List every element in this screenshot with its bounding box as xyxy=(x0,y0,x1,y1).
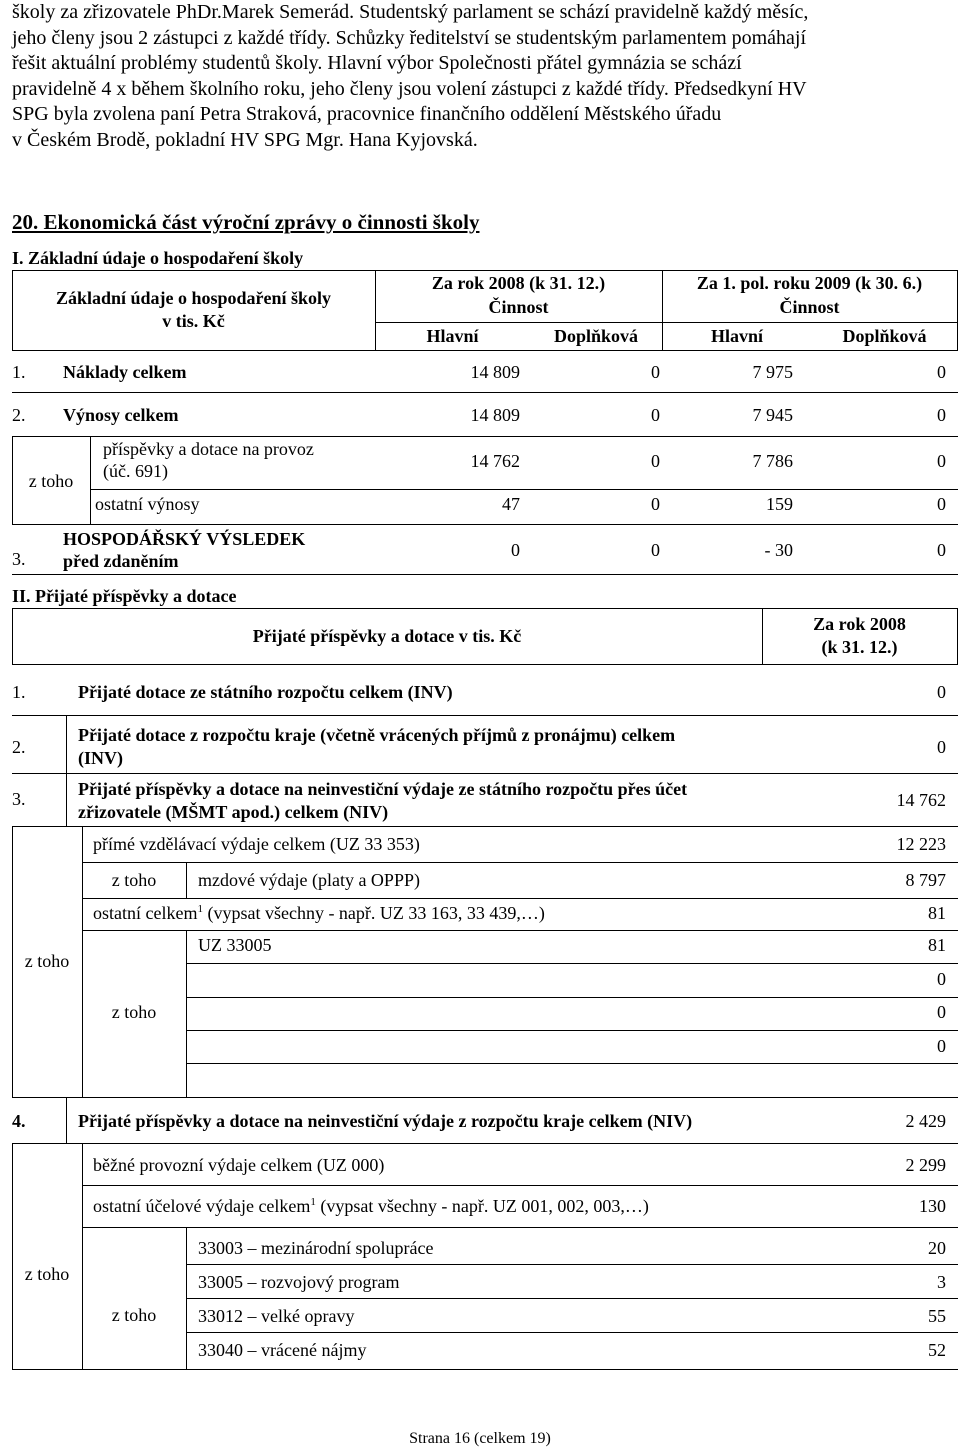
r4-item-value: 55 xyxy=(928,1306,946,1326)
cinnost-2008: Činnost xyxy=(488,297,549,317)
r4-inner-z-toho: z toho xyxy=(111,1305,157,1325)
r3-ostatni-value: 81 xyxy=(928,903,946,923)
hlavni-2009: Hlavní xyxy=(710,326,763,346)
row-naklady-v4: 0 xyxy=(937,362,946,382)
row-vynosy-num: 2. xyxy=(12,405,26,425)
intro-paragraph xyxy=(12,0,952,154)
row-naklady-v3: 7 975 xyxy=(752,362,793,382)
section-heading: 20. Ekonomická část výroční zprávy o činnosti školy xyxy=(12,210,480,234)
r3-ostatni-label xyxy=(93,903,545,924)
row-vynosy-v4: 0 xyxy=(937,405,946,425)
row-ostatni-v3: 159 xyxy=(766,494,793,514)
row-hv-label: HOSPODÁŘSKÝ VÝSLEDEK xyxy=(63,529,306,549)
r3-ostatni-label-text: ostatní celkem xyxy=(93,903,198,923)
section2-title: II. Přijaté příspěvky a dotace xyxy=(12,586,237,606)
intro-line: školy za zřizovatele PhDr.Marek Semerád. Studentský parlament se schází pravidelně každý měsíc, xyxy=(12,1,809,23)
section1-title: I. Základní údaje o hospodaření školy xyxy=(12,248,304,268)
intro-line: v Českém Brodě, pokladní HV SPG Mgr. Hana Kyjovská. xyxy=(12,128,478,151)
row-prispevky-v2: 0 xyxy=(651,451,660,471)
r3-prime-value: 12 223 xyxy=(896,834,946,854)
row-hv-v4: 0 xyxy=(937,540,946,560)
r4-bezne-label: běžné provozní výdaje celkem (UZ 000) xyxy=(93,1155,385,1175)
row-vynosy-label: Výnosy celkem xyxy=(63,405,179,425)
r3-label: Přijaté příspěvky a dotace na neinvestiční výdaje ze státního rozpočtu přes účet xyxy=(78,779,688,799)
r4-item-value: 52 xyxy=(928,1340,946,1360)
row-prispevky-sublabel: (úč. 691) xyxy=(103,461,168,481)
r4-ostatni-label xyxy=(93,1196,649,1217)
section1-header-label: Základní údaje o hospodaření školy xyxy=(55,288,332,308)
hlavni-2008: Hlavní xyxy=(426,326,479,346)
intro-line: pravidelně 4 x během školního roku, jeho členy jsou volení zástupci z každé třídy. Předsedkyní HV xyxy=(12,77,807,100)
row-ostatni-v4: 0 xyxy=(937,494,946,514)
section2-header-period-date: (k 31. 12.) xyxy=(821,637,898,657)
row-ostatni-label: ostatní výnosy xyxy=(95,494,200,514)
r3-mzdove-z-toho: z toho xyxy=(111,870,157,890)
row-vynosy-v2: 0 xyxy=(651,405,660,425)
r3-uz33005-value: 81 xyxy=(928,935,946,955)
z-toho-label: z toho xyxy=(28,471,74,491)
r4-ostatni-label-note: (vypsat všechny - např. UZ 001, 002, 003,…) xyxy=(315,1196,649,1216)
r2-sublabel: (INV) xyxy=(78,748,123,768)
r4-item-label: 33005 – rozvojový program xyxy=(198,1272,400,1292)
row-hv-num: 3. xyxy=(12,549,26,569)
r2-num: 2. xyxy=(12,737,26,757)
r3-num: 3. xyxy=(12,789,26,809)
r3-prime-label: přímé vzdělávací výdaje celkem (UZ 33 353) xyxy=(93,834,420,854)
row-naklady-v1: 14 809 xyxy=(470,362,520,382)
r3-mzdove-value: 8 797 xyxy=(905,870,946,890)
r4-bezne-value: 2 299 xyxy=(905,1155,946,1175)
r3-mzdove-label: mzdové výdaje (platy a OPPP) xyxy=(198,870,420,890)
r1-label: Přijaté dotace ze státního rozpočtu celkem (INV) xyxy=(78,682,453,702)
r4-ostatni-value: 130 xyxy=(919,1196,946,1216)
footnote-mark: 1 xyxy=(197,903,203,915)
r1-value: 0 xyxy=(937,682,946,702)
row-ostatni-v2: 0 xyxy=(651,494,660,514)
row-prispevky-label: příspěvky a dotace na provoz xyxy=(103,439,314,459)
cinnost-2009: Činnost xyxy=(779,297,840,317)
intro-line: jeho členy jsou 2 zástupci z každé třídy. Schůzky ředitelství se studentským parlamentem pomáhají xyxy=(12,26,807,49)
section1-header-unit: v tis. Kč xyxy=(162,311,225,331)
page-footer: Strana 16 (celkem 19) xyxy=(409,1430,551,1447)
r3-sublabel: zřizovatele (MŠMT apod.) celkem (NIV) xyxy=(78,802,389,822)
r3-inner-z-toho: z toho xyxy=(111,1002,157,1022)
r3-ostatni-label-note: (vypsat všechny - např. UZ 33 163, 33 439,…) xyxy=(202,903,545,923)
section2-header-label: Přijaté příspěvky a dotace v tis. Kč xyxy=(252,626,522,646)
r4-item-label: 33040 – vrácené nájmy xyxy=(198,1340,367,1360)
r4-item-value: 20 xyxy=(928,1238,946,1258)
row-hv-v3: - 30 xyxy=(764,540,793,560)
row-prispevky-v1: 14 762 xyxy=(470,451,520,471)
r4-z-toho: z toho xyxy=(24,1264,70,1284)
r3-uz33005-label: UZ 33005 xyxy=(198,935,272,955)
row-hv-v1: 0 xyxy=(511,540,520,560)
intro-line: řešit aktuální problémy studentů školy. Hlavní výbor Společnosti přátel gymnázia se schází xyxy=(12,52,742,75)
row-prispevky-v3: 7 786 xyxy=(752,451,793,471)
period-2009: Za 1. pol. roku 2009 (k 30. 6.) xyxy=(696,273,923,293)
r4-num: 4. xyxy=(12,1111,26,1131)
intro-line: SPG byla zvolena paní Petra Straková, pracovnice finančního oddělení Městského úřadu xyxy=(12,103,722,126)
r1-num: 1. xyxy=(12,682,26,702)
row-vynosy-v1: 14 809 xyxy=(470,405,520,425)
row-naklady-num: 1. xyxy=(12,362,26,382)
r3-empty-value: 0 xyxy=(937,969,946,989)
r4-item-label: 33003 – mezinárodní spolupráce xyxy=(198,1238,434,1258)
row-ostatni-v1: 47 xyxy=(502,494,520,514)
doplnkova-2009: Doplňková xyxy=(842,326,927,346)
row-naklady-label: Náklady celkem xyxy=(63,362,187,382)
r3-value: 14 762 xyxy=(896,790,946,810)
row-vynosy-v3: 7 945 xyxy=(752,405,793,425)
r4-value: 2 429 xyxy=(905,1111,946,1131)
row-naklady-v2: 0 xyxy=(651,362,660,382)
r3-empty-value: 0 xyxy=(937,1036,946,1056)
r3-empty-value: 0 xyxy=(937,1002,946,1022)
r4-ostatni-label-text: ostatní účelové výdaje celkem xyxy=(93,1196,311,1216)
r4-item-label: 33012 – velké opravy xyxy=(198,1306,355,1326)
row-hv-v2: 0 xyxy=(651,540,660,560)
row-prispevky-v4: 0 xyxy=(937,451,946,471)
period-2008: Za rok 2008 (k 31. 12.) xyxy=(431,273,606,293)
r4-item-value: 3 xyxy=(937,1272,946,1292)
r2-value: 0 xyxy=(937,737,946,757)
footnote-mark: 1 xyxy=(310,1196,316,1208)
r4-label: Přijaté příspěvky a dotace na neinvestiční výdaje z rozpočtu kraje celkem (NIV) xyxy=(78,1111,693,1131)
row-hv-sublabel: před zdaněním xyxy=(63,551,179,571)
r2-label: Přijaté dotace z rozpočtu kraje (včetně vrácených příjmů z pronájmu) celkem xyxy=(78,725,676,745)
section2-header-period: Za rok 2008 xyxy=(813,614,906,634)
doplnkova-2008: Doplňková xyxy=(553,326,639,346)
r3-z-toho: z toho xyxy=(24,951,70,971)
